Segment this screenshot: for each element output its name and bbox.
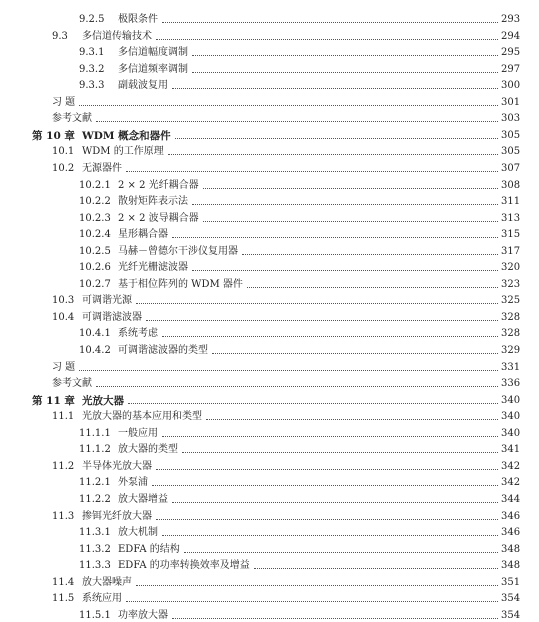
toc-page-number: 325	[501, 295, 521, 307]
dot-leader	[96, 121, 498, 122]
dot-leader	[136, 585, 498, 586]
toc-page-number: 313	[501, 212, 521, 224]
toc-entry-row	[0, 538, 539, 556]
toc-entry-title: 无源器件	[82, 162, 122, 174]
toc-page-number: 344	[501, 493, 521, 505]
toc-entry-title: 副载波复用	[118, 80, 168, 92]
toc-page-number: 311	[501, 196, 521, 208]
toc-entry-title: 2 × 2 波导耦合器	[118, 212, 199, 224]
toc-entry-row	[0, 74, 539, 92]
toc-entry-number: 10.2.6	[79, 262, 111, 274]
toc-entry-row	[0, 438, 539, 456]
toc-entry-row	[0, 223, 539, 241]
toc-page-number: 340	[501, 411, 521, 423]
toc-page-number: 317	[501, 245, 521, 257]
toc-page-number: 320	[501, 262, 521, 274]
toc-entry-row	[0, 372, 539, 390]
toc-entry-number: 10.2.3	[79, 212, 111, 224]
toc-entry-number: 11.3	[52, 510, 75, 522]
toc-entry-number: 11.1.2	[79, 444, 111, 456]
toc-entry-row	[0, 140, 539, 158]
toc-entry-number: 9.3.3	[79, 80, 105, 92]
dot-leader	[192, 270, 498, 271]
toc-entry-number: 10.4.2	[79, 345, 111, 356]
dot-leader	[79, 370, 498, 371]
toc-entry-title: 放大器噪声	[82, 576, 132, 588]
toc-entry-row	[0, 41, 539, 59]
toc-entry-number: 9.3	[52, 30, 68, 42]
toc-entry-row	[0, 554, 539, 572]
toc-entry-row	[0, 571, 539, 589]
toc-page-number: 307	[501, 162, 521, 174]
dot-leader	[156, 39, 498, 40]
toc-entry-number: 第 10 章	[32, 129, 75, 142]
toc-entry-title: 2 × 2 光纤耦合器	[118, 179, 199, 191]
dot-leader	[162, 436, 498, 437]
toc-entry-row	[0, 289, 539, 307]
dot-leader	[126, 171, 498, 172]
toc-entry-row	[0, 174, 539, 192]
toc-entry-title: EDFA 的结构	[118, 543, 180, 555]
toc-page-number: 315	[501, 229, 521, 241]
dot-leader	[206, 419, 498, 420]
toc-entry-row	[0, 356, 539, 374]
dot-leader	[175, 138, 498, 139]
toc-entry-row	[0, 405, 539, 423]
toc-entry-row	[0, 207, 539, 225]
toc-entry-title: 一般应用	[118, 427, 158, 439]
dot-leader	[146, 320, 498, 321]
toc-entry-number: 11.2.2	[79, 493, 111, 505]
dot-leader	[242, 254, 498, 255]
toc-entry-number: 10.4.1	[79, 328, 111, 340]
toc-page-number: 336	[501, 378, 521, 390]
dot-leader	[168, 154, 498, 155]
toc-page-number: 305	[501, 129, 521, 141]
toc-entry-title: 可调谐滤波器的类型	[118, 345, 208, 356]
toc-chapter-row	[0, 124, 539, 142]
dot-leader	[212, 353, 498, 354]
toc-page-number: 354	[501, 593, 521, 605]
toc-entry-number: 11.1.1	[79, 427, 111, 439]
dot-leader	[182, 452, 498, 453]
toc-page-number: 348	[501, 560, 521, 572]
toc-entry-title: 可调谐光源	[82, 295, 132, 307]
toc-page-number: 342	[501, 477, 521, 489]
toc-entry-title: 星形耦合器	[118, 229, 168, 241]
toc-page-number: 346	[501, 527, 521, 539]
toc-entry-title: 外泵浦	[118, 477, 148, 489]
toc-entry-title: 多信道传输技术	[82, 30, 152, 42]
toc-entry-title: 光放大器	[82, 394, 124, 407]
toc-page-number: 354	[501, 609, 521, 621]
toc-entry-row	[0, 91, 539, 109]
toc-entry-number: 10.4	[52, 311, 75, 323]
toc-entry-number: 11.4	[52, 576, 75, 588]
toc-entry-title: 多信道幅度调制	[118, 47, 188, 59]
toc-entry-title: WDM 的工作原理	[82, 146, 164, 158]
toc-entry-row	[0, 8, 539, 26]
dot-leader	[136, 303, 498, 304]
toc-entry-number: 11.2.1	[79, 477, 111, 489]
toc-entry-number: 11.1	[52, 411, 75, 423]
toc-entry-number: 9.3.1	[79, 47, 105, 59]
toc-entry-row	[0, 587, 539, 605]
dot-leader	[162, 336, 498, 337]
toc-entry-row	[0, 488, 539, 506]
dot-leader	[192, 55, 498, 56]
toc-entry-title: 掺铒光纤放大器	[82, 510, 152, 522]
dot-leader	[128, 403, 498, 404]
toc-entry-number: 10.2.7	[79, 278, 111, 290]
toc-entry-title: 半导体光放大器	[82, 460, 152, 472]
dot-leader	[192, 204, 498, 205]
toc-entry-row	[0, 306, 539, 324]
dot-leader	[162, 22, 498, 23]
toc-entry-number: 11.2	[52, 460, 75, 472]
toc-entry-number: 10.2.1	[79, 179, 111, 191]
toc-entry-number: 10.3	[52, 295, 75, 307]
toc-page-number: 295	[501, 47, 521, 59]
toc-entry-row	[0, 521, 539, 539]
toc-entry-title: 参考文献	[52, 378, 92, 390]
toc-page-number: 348	[501, 543, 521, 555]
toc-entry-title: 极限条件	[118, 14, 158, 25]
dot-leader	[162, 535, 498, 536]
toc-entry-title: 放大器增益	[118, 493, 168, 505]
toc-entry-title: 功率放大器	[118, 609, 168, 621]
dot-leader	[172, 618, 498, 619]
toc-entry-row	[0, 505, 539, 523]
toc-page-number: 340	[501, 394, 521, 406]
toc-entry-row	[0, 256, 539, 274]
toc-entry-title: 光放大器的基本应用和类型	[82, 411, 202, 423]
toc-page-number: 346	[501, 510, 521, 522]
toc-entry-number: 11.3.2	[79, 543, 111, 555]
dot-leader	[203, 221, 498, 222]
toc-entry-row	[0, 455, 539, 473]
toc-chapter-row	[0, 389, 539, 407]
toc-entry-row	[0, 604, 539, 622]
toc-page-number: 293	[501, 14, 521, 25]
dot-leader	[172, 237, 498, 238]
dot-leader	[156, 469, 498, 470]
dot-leader	[247, 287, 498, 288]
toc-entry-title: 马赫－曾德尔干涉仪复用器	[118, 245, 238, 257]
toc-entry-title: 散射矩阵表示法	[118, 196, 188, 208]
toc-entry-number: 10.2.2	[79, 196, 111, 208]
toc-entry-title: 系统考虑	[118, 328, 158, 340]
toc-entry-row	[0, 339, 539, 357]
toc-page-number: 303	[501, 113, 521, 125]
toc-entry-title: 放大机制	[118, 527, 158, 539]
toc-entry-number: 11.5.1	[79, 609, 111, 621]
toc-page-number: 328	[501, 328, 521, 340]
toc-entry-row	[0, 322, 539, 340]
toc-entry-title: 习 题	[52, 96, 76, 108]
toc-page-number: 308	[501, 179, 521, 191]
toc-page-number: 329	[501, 345, 521, 356]
toc-page-number: 305	[501, 146, 521, 158]
toc-entry-title: 可调谐滤波器	[82, 311, 142, 323]
dot-leader	[192, 72, 498, 73]
toc-entry-row	[0, 273, 539, 291]
toc-entry-row	[0, 471, 539, 489]
toc-page-number: 301	[501, 96, 521, 108]
toc-entry-row	[0, 25, 539, 43]
dot-leader	[156, 519, 498, 520]
toc-entry-title: 基于相位阵列的 WDM 器件	[118, 278, 243, 290]
toc-entry-row	[0, 190, 539, 208]
toc-page-number: 342	[501, 460, 521, 472]
dot-leader	[172, 502, 498, 503]
dot-leader	[126, 601, 498, 602]
toc-entry-number: 11.3.3	[79, 560, 111, 572]
toc-page-number: 331	[501, 361, 521, 373]
toc-page-number: 340	[501, 427, 521, 439]
toc-entry-row	[0, 107, 539, 125]
toc-entry-title: 放大器的类型	[118, 444, 178, 456]
dot-leader	[96, 386, 498, 387]
toc-entry-number: 10.1	[52, 146, 75, 158]
toc-entry-number: 11.5	[52, 593, 75, 605]
toc-entry-row	[0, 58, 539, 76]
toc-entry-title: 光纤光栅滤波器	[118, 262, 188, 274]
toc-entry-row	[0, 157, 539, 175]
toc-page-number: 323	[501, 278, 521, 290]
toc-entry-number: 10.2.5	[79, 245, 111, 257]
toc-entry-title: WDM 概念和器件	[82, 129, 171, 142]
toc-entry-title: 系统应用	[82, 593, 122, 605]
toc-entry-number: 10.2.4	[79, 229, 111, 241]
dot-leader	[203, 188, 498, 189]
toc-page-number: 294	[501, 30, 521, 42]
toc-entry-number: 10.2	[52, 162, 75, 174]
toc-entry-title: 多信道频率调制	[118, 63, 188, 75]
dot-leader	[184, 552, 498, 553]
toc-page-number: 341	[501, 444, 521, 456]
toc-entry-number: 9.3.2	[79, 63, 105, 75]
toc-page-number: 297	[501, 63, 521, 75]
dot-leader	[79, 105, 498, 106]
toc-entry-number: 11.3.1	[79, 527, 111, 539]
dot-leader	[254, 568, 498, 569]
toc-entry-title: 习 题	[52, 361, 76, 373]
dot-leader	[172, 88, 498, 89]
toc-entry-title: 参考文献	[52, 113, 92, 125]
toc-entry-number: 9.2.5	[79, 14, 105, 25]
toc-entry-number: 第 11 章	[32, 394, 75, 407]
toc-page-number: 300	[501, 80, 521, 92]
dot-leader	[152, 485, 498, 486]
toc-page-number: 351	[501, 576, 521, 588]
toc-page-number: 328	[501, 311, 521, 323]
toc-entry-title: EDFA 的功率转换效率及增益	[118, 560, 250, 572]
toc-entry-row	[0, 240, 539, 258]
toc-entry-row	[0, 422, 539, 440]
